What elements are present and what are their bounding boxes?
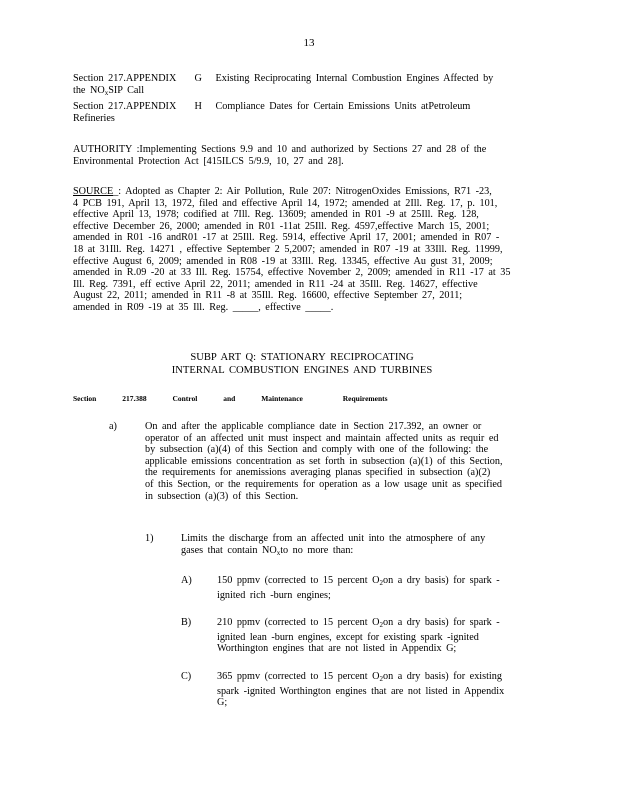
- appendix-g-section: Section 217.APPENDIX: [73, 73, 177, 84]
- item-line: 150 ppmv (corrected to 15 percent O: [217, 575, 380, 586]
- authority-text-cont: Environmental Protection Act [415ILCS 5/9.9, 10, 27 and 28].: [73, 155, 344, 167]
- item-b-text: [217, 617, 527, 655]
- item-line: on a dry basis) for spark -: [383, 617, 500, 628]
- section-heading: [73, 394, 412, 403]
- nox-subscript: x: [104, 88, 109, 97]
- source-label: SOURCE: [73, 186, 114, 197]
- item-c-text: [217, 671, 527, 709]
- source-line: effective April 13, 1978; codified at 7Ill. Reg. 13609; amended in R01 -9 at 25Ill. Reg. 128,: [73, 209, 479, 221]
- para-a-line: the requirements for anemissions averaging planas specified in subsection (a)(2): [145, 467, 491, 479]
- item-line: G;: [217, 697, 228, 709]
- item-a-text: [217, 575, 527, 601]
- item-line: ignited lean -burn engines, except for existing spark -ignited: [217, 631, 479, 643]
- appendix-h-title-cont: Refineries: [73, 112, 115, 124]
- appendix-g-entry: [73, 73, 531, 99]
- page-number: 13: [303, 37, 315, 49]
- authority-label: AUTHORITY: [73, 144, 133, 155]
- source-line: 4 PCB 191, April 13, 1972, filed and effective April 14, 1972; amended at 2Ill. Reg. 17, p. 101,: [73, 197, 498, 209]
- source-line: effective August 6, 2009; amended in R08 -19 at 33Ill. Reg. 13345, effective Au gust 31, 2009;: [73, 255, 493, 267]
- item-b-label: B): [181, 617, 192, 628]
- para-a-line: operator of an affected unit must inspect and maintain affected units as requir ed: [145, 432, 499, 444]
- authority-note: [73, 144, 531, 167]
- item-line: 210 ppmv (corrected to 15 percent O: [217, 617, 380, 628]
- para-1-line: gases that contain NO: [181, 544, 277, 556]
- para-a-line: applicable emissions concentration as set forth in subsection (a)(1) of this Section,: [145, 455, 503, 467]
- appendix-g-title-cont: the NO: [73, 84, 105, 96]
- section-heading-word: and: [223, 394, 236, 403]
- para-a-label: a): [109, 421, 117, 432]
- source-note: [73, 186, 531, 314]
- para-1-label: 1): [145, 533, 154, 544]
- para-1-text: [181, 533, 521, 559]
- section-heading-word: Maintenance: [261, 394, 303, 403]
- appendix-h-section: Section 217.APPENDIX: [73, 101, 177, 112]
- para-a-text: [145, 421, 528, 502]
- o2-subscript: 2: [379, 579, 383, 587]
- source-line: amended in R.09 -20 at 33 Ill. Reg. 15754, effective November 2, 2009; amended in R11 -17 at 35: [73, 267, 511, 279]
- appendix-g-letter: G: [194, 73, 202, 84]
- appendix-g-title: Existing Reciprocating Internal Combustion Engines Affected by: [215, 73, 494, 84]
- subpart-heading: [73, 351, 531, 377]
- o2-subscript: 2: [379, 675, 383, 683]
- para-1-line: to no more than:: [280, 544, 354, 556]
- source-line: amended in R01 -16 andR01 -17 at 25Ill. Reg. 5914, effective April 17, 2001; amended in R07 -: [73, 232, 500, 244]
- item-line: ignited rich -burn engines;: [217, 589, 331, 601]
- subpart-heading-line2: INTERNAL COMBUSTION ENGINES AND TURBINES: [171, 365, 433, 376]
- item-line: on a dry basis) for spark -: [383, 575, 500, 586]
- item-line: 365 ppmv (corrected to 15 percent O: [217, 671, 380, 682]
- item-line: Worthington engines that are not listed in Appendix G;: [217, 643, 457, 655]
- source-line: _: Adopted as Chapter 2: Air Pollution, Rule 207: NitrogenOxides Emissions, R71 -23,: [113, 186, 492, 197]
- item-a-label: A): [181, 575, 192, 586]
- para-a-line: of this Section, or the requirements for operation as a low usage unit as specified: [145, 478, 503, 490]
- appendix-h-title: Compliance Dates for Certain Emissions Units atPetroleum: [215, 101, 471, 112]
- subpart-heading-line1: SUBP ART Q: STATIONARY RECIPROCATING: [190, 352, 414, 363]
- para-1-line: Limits the discharge from an affected unit into the atmosphere of any: [181, 533, 486, 544]
- appendix-h-letter: H: [194, 101, 202, 112]
- appendix-g-title-end: SIP Call: [108, 84, 145, 96]
- nox-subscript: x: [276, 548, 281, 557]
- item-line: spark -ignited Worthington engines that are not listed in Appendix: [217, 685, 505, 697]
- source-line: amended in R09 -19 at 35 Ill. Reg. _____, effective _____.: [73, 301, 334, 313]
- item-c-label: C): [181, 671, 192, 682]
- para-a-line: On and after the applicable compliance date in Section 217.392, an owner or: [145, 421, 482, 432]
- source-line: August 22, 2011; amended in R11 -8 at 35Ill. Reg. 16600, effective September 27, 2011;: [73, 290, 463, 302]
- section-heading-word: Control: [172, 394, 198, 403]
- appendix-h-entry: [73, 101, 531, 124]
- para-a-line: in subsection (a)(3) of this Section.: [145, 490, 299, 502]
- section-heading-number: 217.388: [122, 394, 147, 403]
- source-line: effective December 26, 2000; amended in R01 -11at 25Ill. Reg. 4597,effective March 15, 2001;: [73, 220, 490, 232]
- section-heading-label: Section: [73, 394, 97, 403]
- o2-subscript: 2: [379, 621, 383, 629]
- para-a-line: by subsection (a)(4) of this Section and comply with one of the following: the: [145, 444, 489, 456]
- source-line: 18 at 31Ill. Reg. 14271 , effective September 2 5,2007; amended in R07 -19 at 33Ill. Reg. 11999,: [73, 243, 503, 255]
- source-line: Ill. Reg. 7391, eff ective April 22, 2011; amended in R11 -24 at 35Ill. Reg. 14627, effective: [73, 278, 478, 290]
- item-line: on a dry basis) for existing: [383, 671, 502, 682]
- authority-text: :Implementing Sections 9.9 and 10 and authorized by Sections 27 and 28 of the: [136, 144, 487, 155]
- section-heading-word: Requirements: [342, 394, 388, 403]
